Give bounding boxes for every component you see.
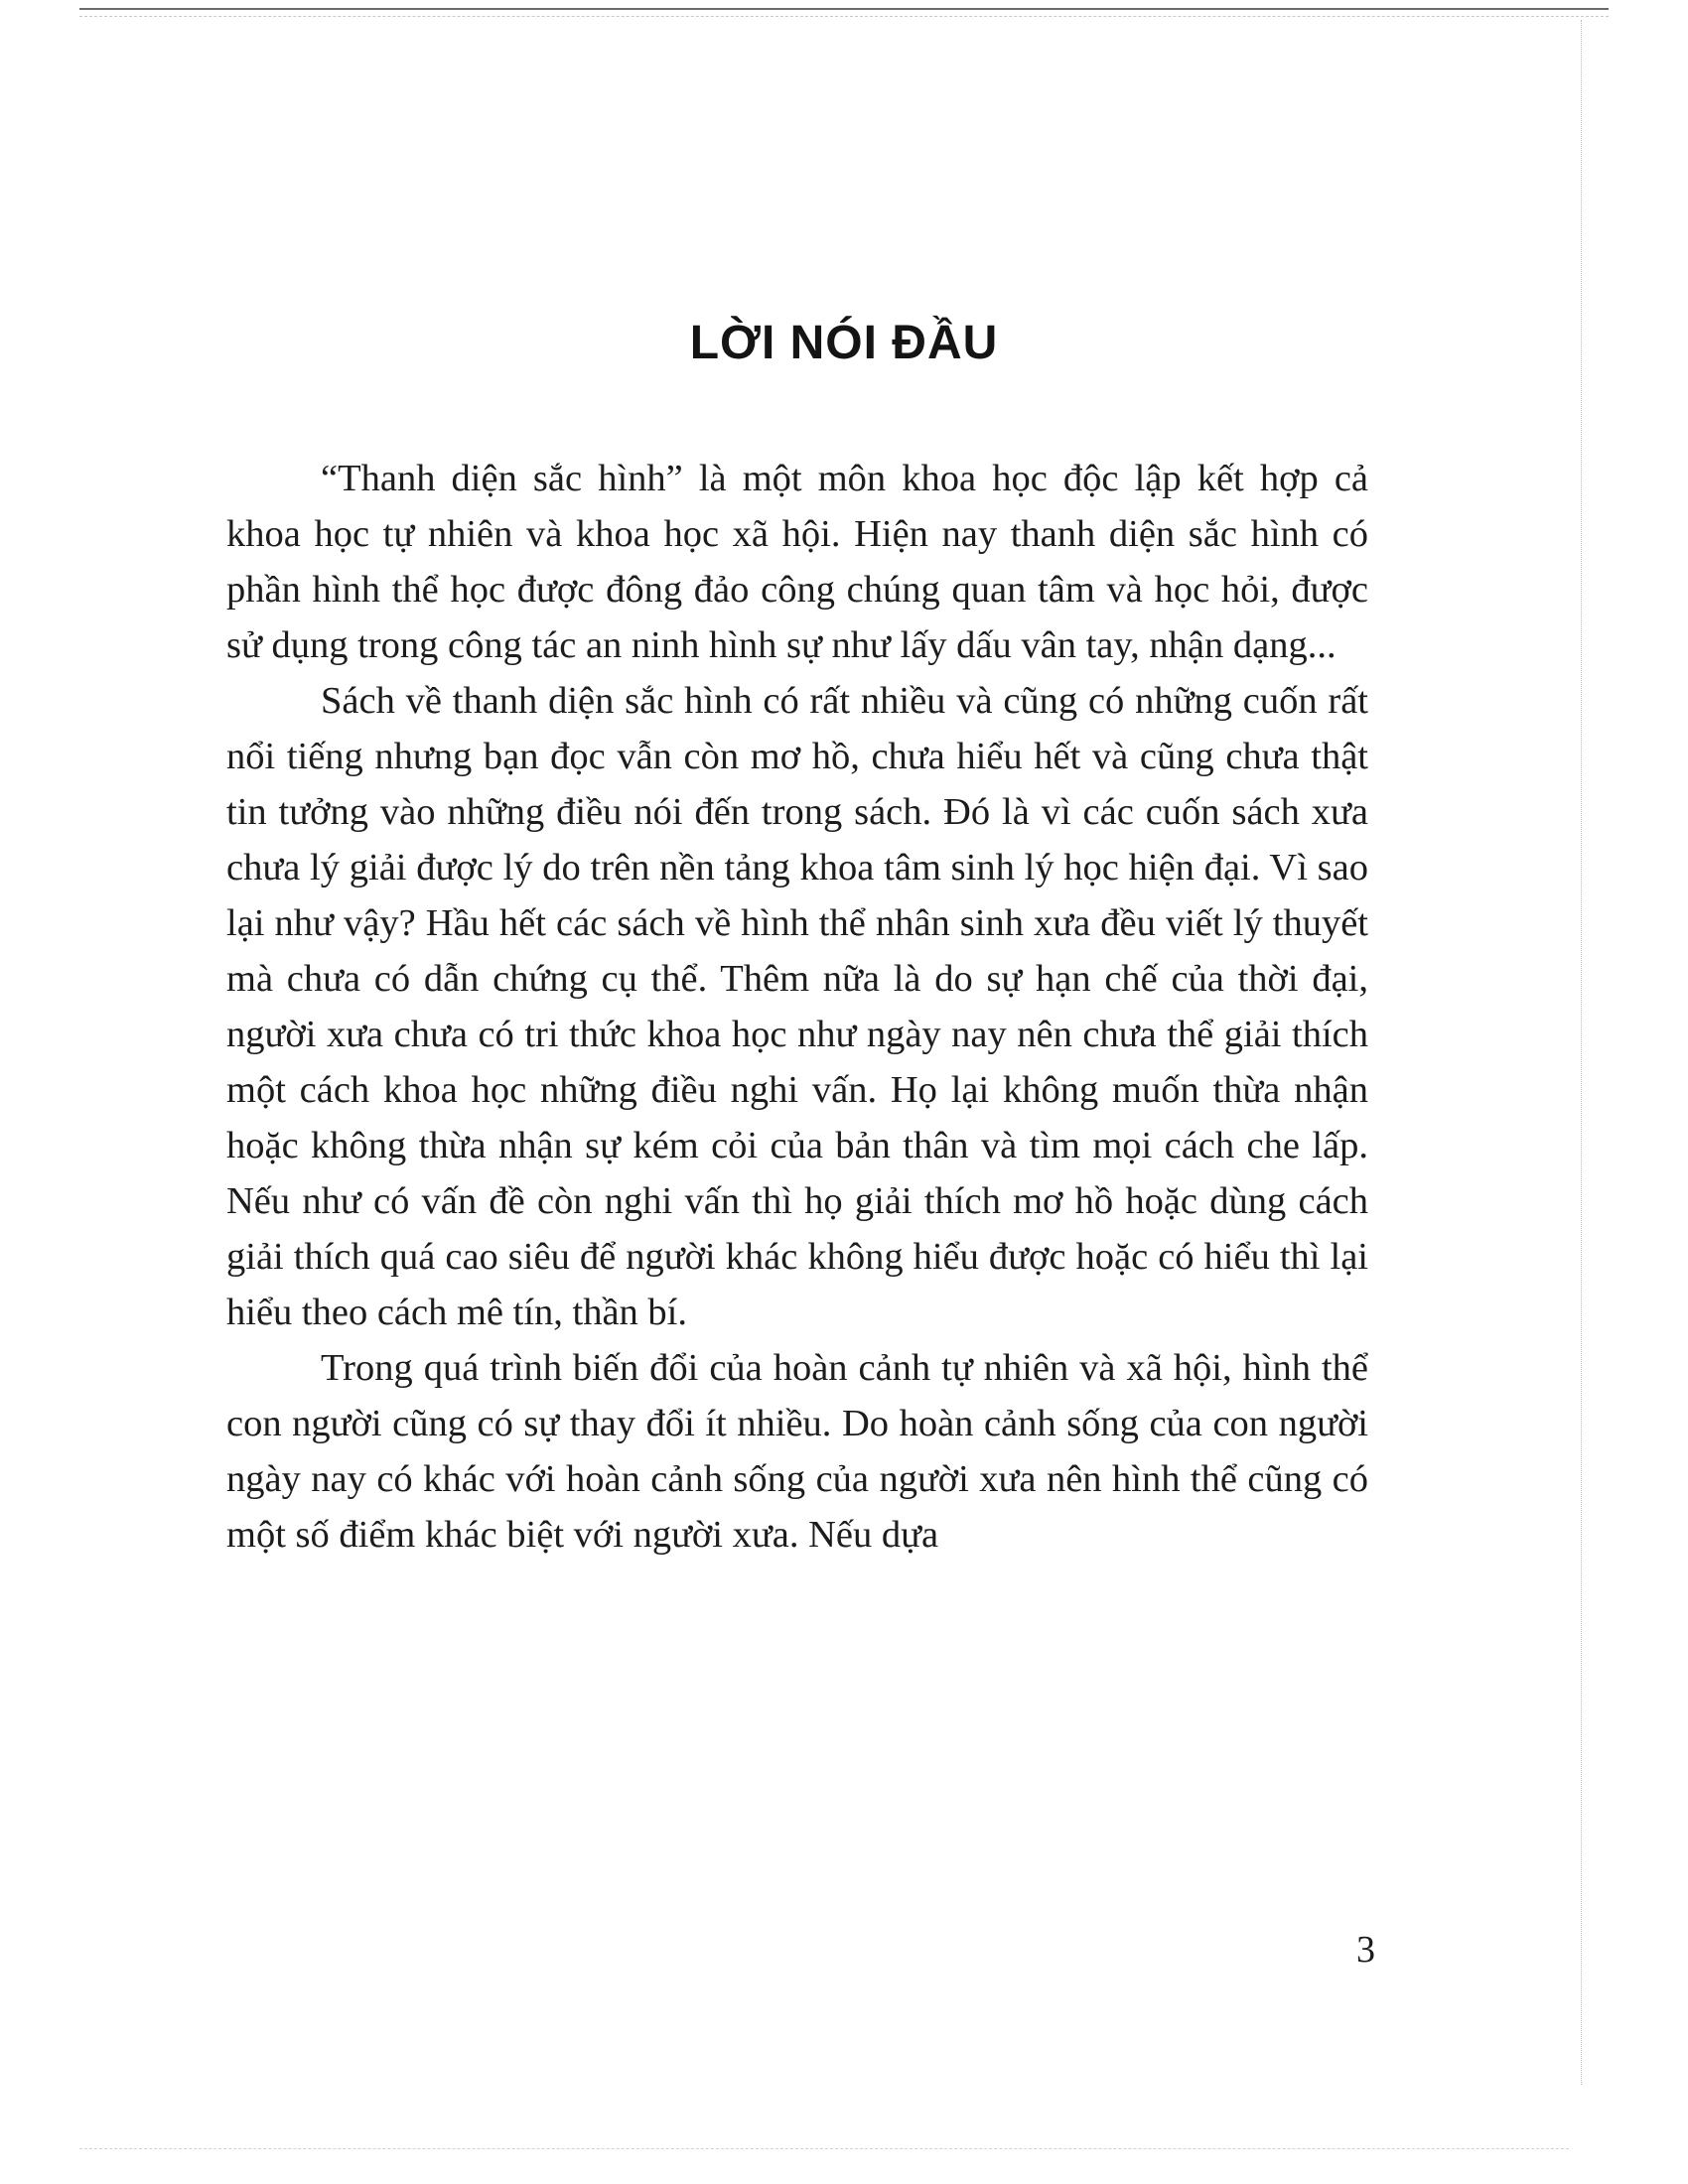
paragraph-2: Sách về thanh diện sắc hình có rất nhiều và cũng có những cuốn rất nổi tiếng nhưng bạn đọc vẫn còn mơ hồ, chưa hiểu hết và cũng chưa thật tin tưởng vào những điều nói đến trong sách. Đó là vì các cuốn sách xưa chưa lý giải được lý do trên nền tảng khoa tâm sinh lý học hiện đại. Vì sao lại như vậy? Hầu hết các sách về hình thể nhân sinh xưa đều viết lý thuyết mà chưa có dẫn chứng cụ thể. Thêm nữa là do sự hạn chế của thời đại, người xưa chưa có tri thức khoa học như ngày nay nên chưa thể giải thích một cách khoa học những điều nghi vấn. Họ lại không muốn thừa nhận hoặc không thừa nhận sự kém cỏi của bản thân và tìm mọi cách che lấp. Nếu như có vấn đề còn nghi vấn thì họ giải thích mơ hồ hoặc dùng cách giải thích quá cao siêu để người khác không hiểu được hoặc có hiểu thì lại hiểu theo cách mê tín, thần bí. xyxy=(226,680,1368,1333)
page-number: 3 xyxy=(1356,1929,1375,1971)
paragraph-1: “Thanh diện sắc hình” là một môn khoa học độc lập kết hợp cả khoa học tự nhiên và khoa học xã hội. Hiện nay thanh diện sắc hình có phần hình thể học được đông đảo công chúng quan tâm và học hỏi, được sử dụng trong công tác an ninh hình sự như lấy dấu vân tay, nhận dạng... xyxy=(226,458,1368,666)
scan-top-shadow xyxy=(79,16,1609,17)
scan-top-edge xyxy=(79,8,1609,10)
body-text xyxy=(226,451,1368,1563)
scan-bottom-edge xyxy=(79,2148,1569,2149)
page-title: LỜI NÓI ĐẦU xyxy=(689,317,999,369)
paragraph-3: Trong quá trình biến đổi của hoàn cảnh tự nhiên và xã hội, hình thể con người cũng có sự thay đổi ít nhiều. Do hoàn cảnh sống của con người ngày nay có khác với hoàn cảnh sống của người xưa nên hình thể cũng có một số điểm khác biệt với người xưa. Nếu dựa xyxy=(226,1347,1368,1556)
